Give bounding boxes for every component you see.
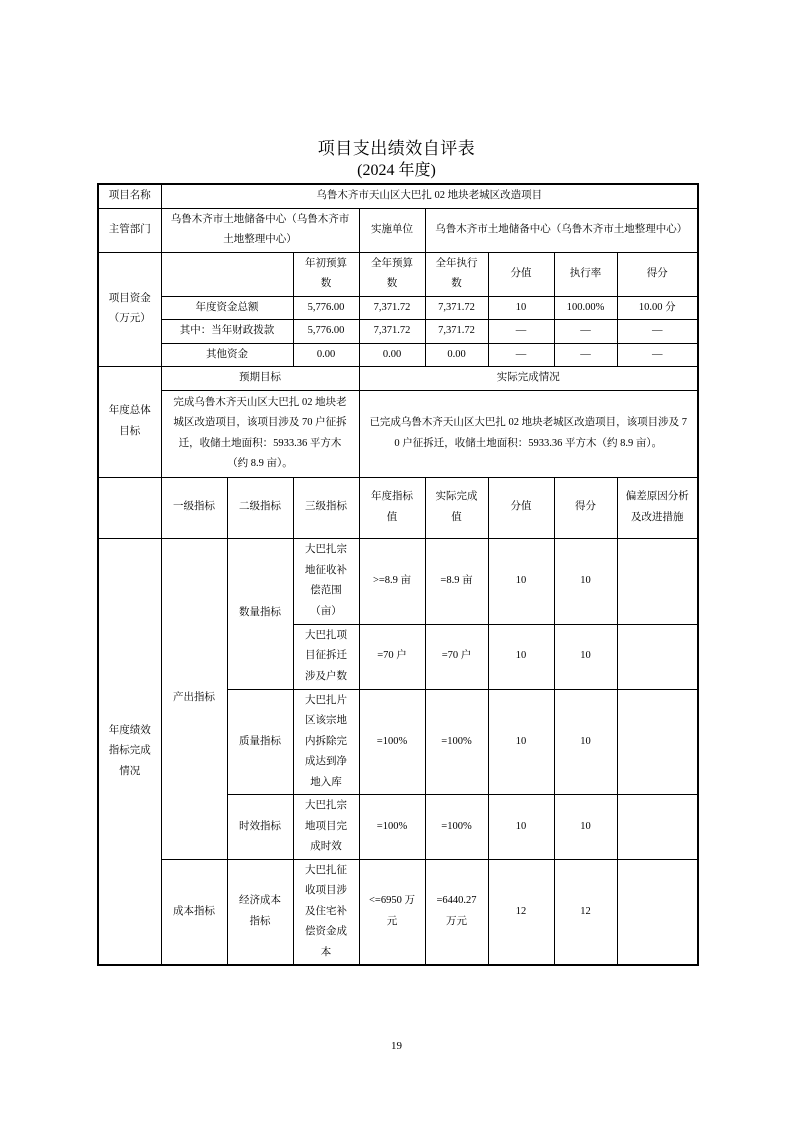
indicator-actual-cell: =70 户 (425, 624, 488, 689)
funds-blank-cell (161, 252, 293, 296)
row-goal-content (98, 390, 698, 477)
indicator-header-target: 年度指标值 (359, 477, 425, 538)
funds-value-score: — (488, 320, 554, 344)
funds-value-executed: 7,371.72 (425, 320, 488, 344)
funds-value-score: — (488, 343, 554, 367)
funds-value-rate: 100.00% (554, 296, 617, 320)
funds-header-initial: 年初预算数 (293, 252, 359, 296)
funds-value-got: 10.00 分 (617, 296, 698, 320)
indicator-target-cell: =100% (359, 689, 425, 795)
indicator-target-cell: >=8.9 亩 (359, 538, 425, 624)
funds-value-score: 10 (488, 296, 554, 320)
page-subtitle: (2024 年度) (357, 162, 436, 179)
indicator-deviation-cell (617, 859, 698, 965)
indicator-target-cell: <=6950 万元 (359, 859, 425, 965)
title-block (0, 137, 793, 182)
funds-value-executed: 7,371.72 (425, 296, 488, 320)
funds-header-annual: 全年预算数 (359, 252, 425, 296)
row-funds-header (98, 252, 698, 296)
goal-section-label: 年度总体目标 (98, 367, 161, 478)
funds-value-rate: — (554, 343, 617, 367)
page-title: 项目支出绩效自评表 (317, 139, 476, 158)
goal-actual-header: 实际完成情况 (359, 367, 698, 391)
indicator-deviation-cell (617, 624, 698, 689)
indicator-score-cell: 12 (488, 859, 554, 965)
page-number: 19 (391, 1040, 402, 1052)
indicator-deviation-cell (617, 538, 698, 624)
row-indicator-header (98, 477, 698, 538)
indicator-name-cell: 大巴扎征收项目涉及住宅补偿资金成本 (293, 859, 359, 965)
project-name-label: 项目名称 (98, 184, 161, 208)
indicator-actual-cell: =100% (425, 689, 488, 795)
funds-value-executed: 0.00 (425, 343, 488, 367)
indicator-lvl2-economic-cost: 经济成本指标 (227, 859, 293, 965)
goal-expected-header: 预期目标 (161, 367, 359, 391)
indicator-score-cell: 10 (488, 795, 554, 860)
indicator-target-cell: =70 户 (359, 624, 425, 689)
indicator-name-cell: 大巴扎宗地征收补偿范围（亩） (293, 538, 359, 624)
row-funds-total (98, 296, 698, 320)
funds-value-rate: — (554, 320, 617, 344)
project-name-value: 乌鲁木齐市天山区大巴扎 02 地块老城区改造项目 (161, 184, 698, 208)
funds-value-got: — (617, 320, 698, 344)
funds-value-initial: 0.00 (293, 343, 359, 367)
indicator-header-lvl2: 二级指标 (227, 477, 293, 538)
indicator-header-deviation: 偏差原因分析及改进措施 (617, 477, 698, 538)
indicator-got-cell: 10 (554, 689, 617, 795)
indicator-name-cell: 大巴扎项目征拆迁涉及户数 (293, 624, 359, 689)
indicator-name-cell: 大巴扎片区该宗地内拆除完成达到净地入库 (293, 689, 359, 795)
funds-header-score: 分值 (488, 252, 554, 296)
funds-header-rate: 执行率 (554, 252, 617, 296)
funds-value-annual: 7,371.72 (359, 320, 425, 344)
impl-value: 乌鲁木齐市土地储备中心（乌鲁木齐市土地整理中心） (425, 208, 698, 252)
row-funds-other (98, 343, 698, 367)
indicator-deviation-cell (617, 795, 698, 860)
impl-label: 实施单位 (359, 208, 425, 252)
indicator-got-cell: 10 (554, 795, 617, 860)
funds-header-got: 得分 (617, 252, 698, 296)
indicator-header-lvl3: 三级指标 (293, 477, 359, 538)
indicator-actual-cell: =100% (425, 795, 488, 860)
goal-actual-text: 已完成乌鲁木齐天山区大巴扎 02 地块老城区改造项目，该项目涉及 70 户征拆迁，收储土地面积：5933.36 平方木（约 8.9 亩）。 (359, 390, 698, 477)
funds-row-label: 其中：当年财政拨款 (161, 320, 293, 344)
goal-expected-text: 完成乌鲁木齐天山区大巴扎 02 地块老城区改造项目，该项目涉及 70 户征拆迁，收储土地面积：5933.36 平方木（约 8.9 亩）。 (161, 390, 359, 477)
funds-section-label: 项目资金（万元） (98, 252, 161, 367)
indicator-score-cell: 10 (488, 538, 554, 624)
funds-value-got: — (617, 343, 698, 367)
indicator-got-cell: 12 (554, 859, 617, 965)
row-indicator-5 (98, 859, 698, 965)
indicator-lvl2-quality: 质量指标 (227, 689, 293, 795)
indicator-blank-cell (98, 477, 161, 538)
indicator-lvl2-timeliness: 时效指标 (227, 795, 293, 860)
indicator-deviation-cell (617, 689, 698, 795)
indicator-got-cell: 10 (554, 538, 617, 624)
row-funds-fiscal (98, 320, 698, 344)
indicator-got-cell: 10 (554, 624, 617, 689)
row-indicator-1 (98, 538, 698, 624)
indicator-target-cell: =100% (359, 795, 425, 860)
funds-value-initial: 5,776.00 (293, 320, 359, 344)
indicator-score-cell: 10 (488, 624, 554, 689)
indicator-lvl2-quantity: 数量指标 (227, 538, 293, 689)
funds-row-label: 其他资金 (161, 343, 293, 367)
indicator-score-cell: 10 (488, 689, 554, 795)
indicator-lvl1-output: 产出指标 (161, 538, 227, 859)
funds-header-executed: 全年执行数 (425, 252, 488, 296)
funds-value-initial: 5,776.00 (293, 296, 359, 320)
indicator-section-label: 年度绩效指标完成情况 (98, 538, 161, 965)
funds-value-annual: 0.00 (359, 343, 425, 367)
indicator-header-score: 分值 (488, 477, 554, 538)
indicator-name-cell: 大巴扎宗地项目完成时效 (293, 795, 359, 860)
indicator-header-lvl1: 一级指标 (161, 477, 227, 538)
dept-label: 主管部门 (98, 208, 161, 252)
indicator-header-got: 得分 (554, 477, 617, 538)
funds-value-annual: 7,371.72 (359, 296, 425, 320)
row-departments (98, 208, 698, 252)
row-project-name (98, 184, 698, 208)
indicator-lvl1-cost: 成本指标 (161, 859, 227, 965)
indicator-header-actual: 实际完成值 (425, 477, 488, 538)
dept-value: 乌鲁木齐市土地储备中心（乌鲁木齐市土地整理中心） (161, 208, 359, 252)
self-evaluation-table (97, 183, 699, 966)
indicator-actual-cell: =8.9 亩 (425, 538, 488, 624)
indicator-actual-cell: =6440.27 万元 (425, 859, 488, 965)
funds-row-label: 年度资金总额 (161, 296, 293, 320)
row-goal-header (98, 367, 698, 391)
